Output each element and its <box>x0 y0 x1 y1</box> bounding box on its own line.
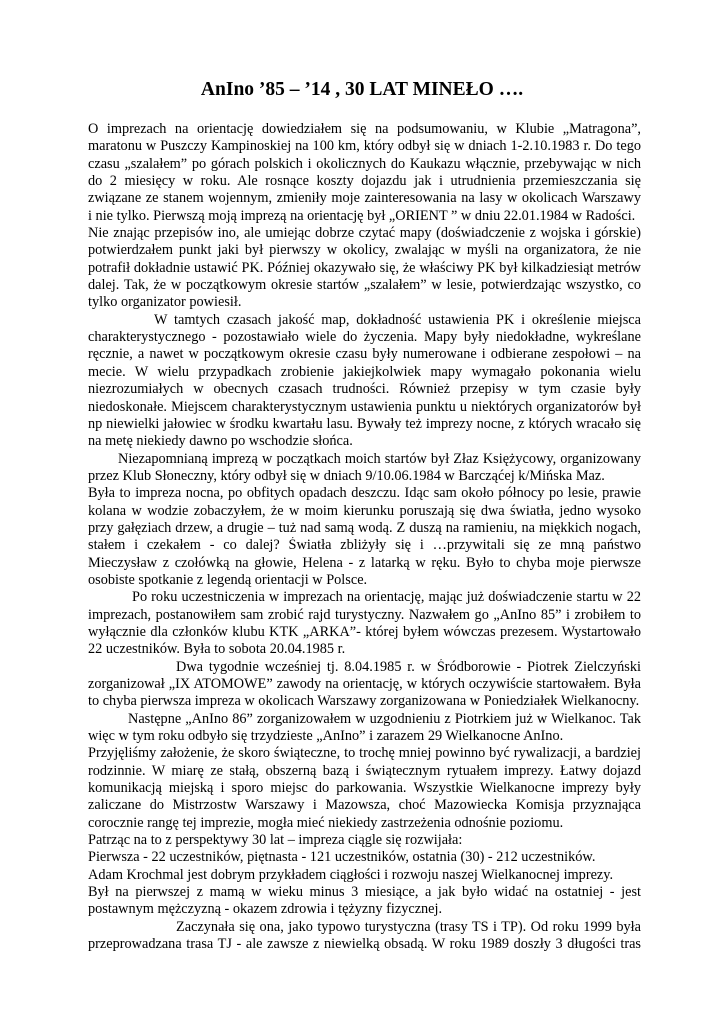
document-title: AnIno ’85 – ’14 , 30 LAT MINEŁO …. <box>200 79 524 100</box>
text-line: Pierwsza - 22 uczestników, piętnasta - 121 uczestników, ostatnia (30) - 212 uczestników. <box>88 849 596 866</box>
text-line: maratonu w Puszczy Kampinoskiej na 100 km, który odbył się w dniach 1-2.10.1983 r. Do tego <box>88 138 641 155</box>
text-line: Po roku uczestniczenia w imprezach na orientację, mając już doświadczenie startu w 22 <box>132 589 641 606</box>
text-line: kolana w wodzie zobaczyłem, że w moim kierunku poruszają się dwa światła, jedno wysoko <box>88 502 641 519</box>
document-body <box>88 121 641 954</box>
text-line: zaliczane do Mistrzostw Warszawy i Mazowsza, choć Mazowiecka Komisja przyznająca <box>88 797 641 814</box>
text-line: na metę niekiedy dawno po wschodzie słońca. <box>88 433 353 450</box>
text-line: osobiste spotkanie z legendą orientacji w Polsce. <box>88 571 368 588</box>
text-line: Dwa tygodnie wcześniej tj. 8.04.1985 r. w Śródborowie - Piotrek Zielczyński <box>176 658 641 675</box>
text-line: Przyjęliśmy założenie, że skoro świąteczne, to trochę mniej powinno być rywalizacji, a bardziej <box>88 745 641 762</box>
text-line: Był na pierwszej z mamą w wieku minus 3 miesiące, a jak było widać na ostatniej - jest <box>88 884 641 901</box>
text-line: Mieczysław z czołówką na głowie, Helena - z latarką w ręku. Było to chyba moje pierwsze <box>88 554 641 571</box>
text-line: i nie tylko. Pierwszą moją imprezą na orientację był „ORIENT ” w dniu 22.01.1984 w Radości. <box>88 207 636 224</box>
text-line: więc w tym roku odbyło się trzydzieste „AnIno” i zarazem 29 Wielkanocne AnIno. <box>88 728 564 745</box>
text-line: np niewielki jałowiec w środku kwartału lasu. Bywały też imprezy nocne, z których wracało się <box>88 415 641 432</box>
text-line: Niezapomnianą imprezą w początkach moich startów był Złaz Księżycowy, organizowany <box>118 450 641 467</box>
text-line: czasu „szalałem” po górach polskich i okolicznych do Kaukazu włącznie, przebywając w nich <box>88 155 641 172</box>
text-line: corocznie rangę tej imprezie, mogła mieć niekiedy zastrzeżenia odnośnie poziomu. <box>88 814 564 831</box>
text-line: niedoskonałe. Miejscem charakterystycznym ustawienia punktu u niektórych organizatorów był <box>88 398 641 415</box>
text-line: Nie znając przepisów ino, ale umiejąc dobrze czytać mapy (doświadczenie z wojska i górskie) <box>88 225 641 242</box>
text-line: Zaczynała się ona, jako typowo turystyczna (trasy TS i TP). Od roku 1999 była <box>176 918 641 935</box>
text-line: W tamtych czasach jakość map, dokładność ustawienia PK i określenie miejsca <box>154 311 641 328</box>
text-line: O imprezach na orientację dowiedziałem się na podsumowaniu, w Klubie „Matragona”, <box>88 121 641 137</box>
text-line: potrafił dokładnie ustawić PK. Później okazywało się, że właściwy PK był kilkadziesiąt metrów <box>88 259 641 276</box>
text-line: wyłącznie dla członków klubu KTK „ARKA”- której byłem wówczas prezesem. Wystartowało <box>88 623 641 640</box>
text-line: Adam Krochmal jest dobrym przykładem ciągłości i rozwoju naszej Wielkanocnej imprezy. <box>88 866 614 883</box>
text-line: Następne „AnIno 86” zorganizowałem w uzgodnieniu z Piotrkiem już w Wielkanoc. Tak <box>128 710 641 727</box>
text-line: Patrząc na to z perspektywy 30 lat – impreza ciągle się rozwijała: <box>88 832 463 849</box>
text-line: to chyba pierwsza impreza w okolicach Warszawy zorganizowana w Poniedziałek Wielkanocny. <box>88 693 640 710</box>
text-line: rodzinnie. W miarę ze stałą, obszerną bazą i świątecznym rytuałem imprezy. Łatwy dojazd <box>88 762 641 779</box>
text-line: Była to impreza nocna, po obfitych opadach deszczu. Idąc sam około północy po lesie, prawie <box>88 485 641 502</box>
text-line: przy gałęziach drzew, a drugie – tuż nad samą wodą. Z duszą na ramieniu, na miękkich nogach, <box>88 519 641 536</box>
text-line: komunikacją miejską i sporo miejsc do parkowania. Wszystkie Wielkanocne imprezy były <box>88 780 641 797</box>
text-line: do 2 miesięcy w roku. Ale rosnące koszty dojazdu jak i utrudnienia przemieszczania się <box>88 173 641 190</box>
text-line: niezrozumiałych w obecnych czasach trudności. Również przepisy w tym czasie były <box>88 381 641 398</box>
text-line: przeprowadzana trasa TJ - ale zawsze z niewielką obsadą. W roku 1989 doszły 3 długości tras <box>88 936 641 953</box>
text-line: ręcznie, a nawet w początkowym okresie czasu były numerowane i odbierane zespołowi – na <box>88 346 641 363</box>
text-line: postawnym mężczyzną - okazem zdrowia i tężyzny fizycznej. <box>88 901 443 918</box>
text-line: 22 uczestników. Była to sobota 20.04.1985 r. <box>88 641 346 658</box>
text-line: tylko organizator powiesił. <box>88 294 242 311</box>
text-line: zorganizował „IX ATOMOWE” zawody na orientację, w których oczywiście startowałem. Była <box>88 676 641 692</box>
text-line: stałem i czekałem - co dalej? Światła zbliżyły się i …przywitali się ze mną państwo <box>88 537 641 554</box>
text-line: związane ze stanem wojennym, zmieniły moje zainteresowania na lasy w okolicach Warszawy <box>88 190 641 207</box>
text-line: imprezach, postanowiłem sam zrobić rajd turystyczny. Nazwałem go „AnIno 85” i zrobiłem to <box>88 606 641 623</box>
text-line: mecie. W wielu przypadkach zrobienie jakiejkolwiek mapy wymagało pokonania wielu <box>88 363 641 380</box>
text-line: charakterystycznego - pozostawiało wiele do życzenia. Mapy były niedokładne, wykreślane <box>88 329 641 346</box>
text-line: przez Klub Słoneczny, który odbył się w dniach 9/10.06.1984 w Barcząćej k/Mińska Maz. <box>88 467 605 484</box>
text-line: dalej. Tak, że w początkowym okresie startów „szalałem” w lesie, potwierdzając wszystko, co <box>88 277 641 294</box>
text-line: potwierdzałem punkt jaki był pierwszy w okolicy, zwalając w myśli na organizatora, że nie <box>88 242 641 259</box>
